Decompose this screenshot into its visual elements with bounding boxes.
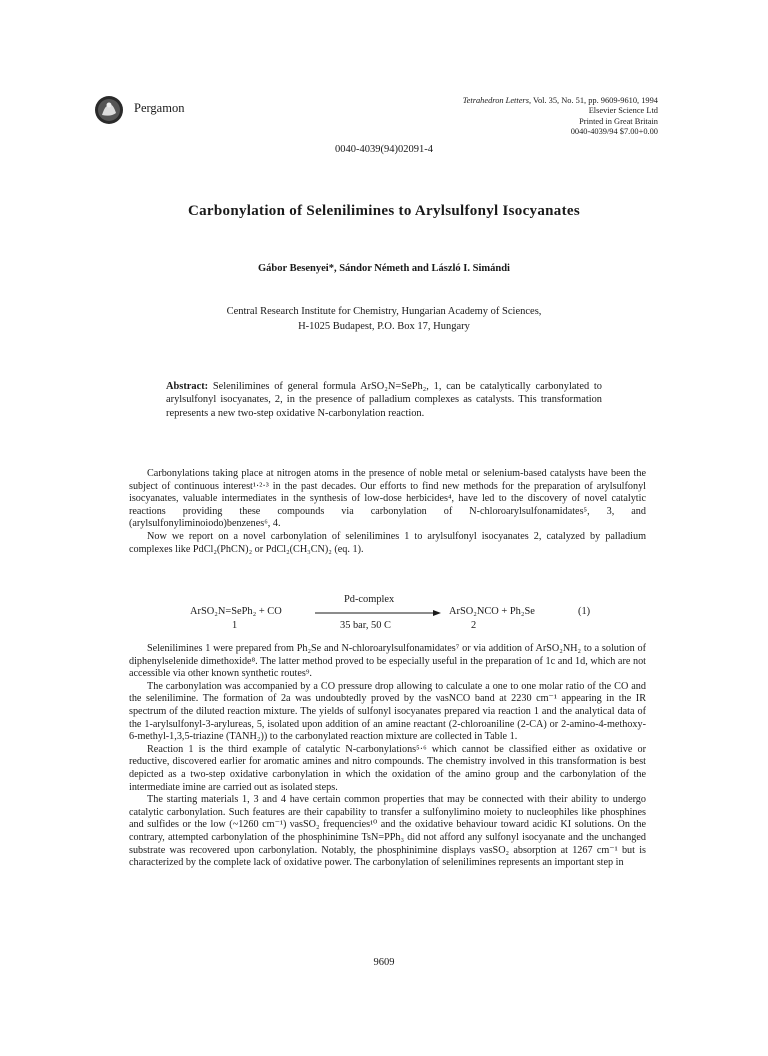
affiliation-line-1: Central Research Institute for Chemistry, Hungarian Academy of Sciences, <box>226 306 542 317</box>
equation-label-1: 1 <box>232 620 238 631</box>
author-list: Gábor Besenyei*, Sándor Németh and László I. Simándi <box>258 263 510 274</box>
paragraph-5: Reaction 1 is the third example of catalytic N-carbonylations⁵·⁶ which cannot be classified either as oxidative or reductive, discovered earlier for aromatic amines and nitro compounds. The chemistry involved in this transformation is best depicted as a two-step oxidative carbonylation in which the oxidation of the amino group and the carbonylation of the intermediate imine are carried out as isolated steps. <box>129 743 646 793</box>
equation-number: (1) <box>578 606 591 617</box>
publisher-name: Pergamon <box>134 101 185 115</box>
paragraph-3: Selenilimines 1 were prepared from Ph₂Se and N-chloroarylsulfonamidates⁷ or via addition of ArSO₂NH₂ to a solution of diphenylselenide dimethoxide⁸. The latter method proved to be especially useful in the preparation of 1c and 1d, which are not accessible via other known synthetic routes⁹. <box>129 643 646 680</box>
paragraph-2: Now we report on a novel carbonylation of selenilimines 1 to arylsulfonyl isocyanates 2, catalyzed by palladium complexes like PdCl₂(PhCN)₂ or PdCl₂(CH₃CN)₂ (eq. 1). <box>129 530 646 555</box>
results-section <box>129 643 646 870</box>
publisher-logo-icon <box>94 95 124 125</box>
paragraph-6: The starting materials 1, 3 and 4 have certain common properties that may be connected with their ability to undergo catalytic carbonylation. Such features are their capability to transfer a sulfonylimino moiety to nucleophiles like phosphines and sulfides or the low (~1260 cm⁻¹) νasSO₂ frequencies¹⁰ and the oxidative behaviour toward acidic KI solutions. On the contrary, attempted carbonylation of the phosphinimine TsN=PPh₃ did not afford any sulfonyl isocyanate and the unchanged substrate was recovered upon carbonylation. Notably, the phosphinimine displays νasSO₂ absorption at 1267 cm⁻¹ but is characterized by the complete lack of oxidative power. The carbonylation of selenilimines represents an important step in <box>129 794 646 869</box>
paragraph-4: The carbonylation was accompanied by a CO pressure drop allowing to calculate a one to one molar ratio of the CO and the selenilimine. The formation of 2a was undoubtedly proved by the νasNCO band at 2230 cm⁻¹ appearing in the IR spectrum of the diluted reaction mixture. The yields of sulfonyl isocyanates prepared via reaction 1 and the analytical data of the 1-arylsulfonyl-3-arylureas, 5, isolated upon addition of an amine reactant (2-chloroaniline (2-CA) or 2-amino-4-methoxy-6-methyl-1,3,5-triazine (TANH₂)) to the carbonylated reaction mixture are collected in Table 1. <box>129 680 646 743</box>
abstract-label: Abstract: <box>166 381 209 392</box>
equation-conditions: 35 bar, 50 C <box>340 620 391 631</box>
affiliation-line-2: H-1025 Budapest, P.O. Box 17, Hungary <box>298 321 470 332</box>
journal-name: Tetrahedron Letters <box>462 96 529 105</box>
printed-location: Printed in Great Britain <box>579 116 658 126</box>
equation-products: ArSO₂NCO + Ph₂Se <box>449 606 535 617</box>
equation-label-2: 2 <box>471 620 477 631</box>
journal-meta <box>463 96 658 138</box>
paragraph-1: Carbonylations taking place at nitrogen atoms in the presence of noble metal or selenium-based catalysts have been the subject of continuous interest¹·²·³ in the past decades. Our efforts to find new methods for the preparation of arylsulfonyl isocyanates, valuable intermediates in the synthesis of low-dose herbicides⁴, have led to the discovery of novel catalytic reactions providing these compounds via carbonylation of N-chloroarylsulfonamidates⁵, 3, and (arylsulfonyliminoiodo)benzenes⁶, 4. <box>129 468 646 530</box>
affiliation <box>0 304 768 334</box>
volume-info: , Vol. 35, No. 51, pp. 9609-9610, 1994 <box>528 96 658 105</box>
reaction-arrow-icon <box>315 609 442 617</box>
intro-section <box>129 468 646 556</box>
equation-catalyst: Pd-complex <box>344 594 395 605</box>
issn-price: 0040-4039/94 $7.00+0.00 <box>570 127 658 137</box>
abstract-text: Selenilimines of general formula ArSO₂N=SePh₂, 1, can be catalytically carbonylated to arylsulfonyl isocyanates, 2, in the presence of palladium complexes as catalysts. This transformation represents a new two-step oxidative N-carbonylation reaction. <box>166 381 602 419</box>
page-number: 9609 <box>373 957 395 968</box>
abstract <box>166 380 602 420</box>
copyright: Elsevier Science Ltd <box>588 106 658 116</box>
equation-reactants: ArSO₂N=SePh₂ + CO <box>190 606 282 617</box>
paper-title: Carbonylation of Selenilimines to Arylsulfonyl Isocyanates <box>187 203 580 219</box>
document-code: 0040-4039(94)02091-4 <box>335 144 433 155</box>
